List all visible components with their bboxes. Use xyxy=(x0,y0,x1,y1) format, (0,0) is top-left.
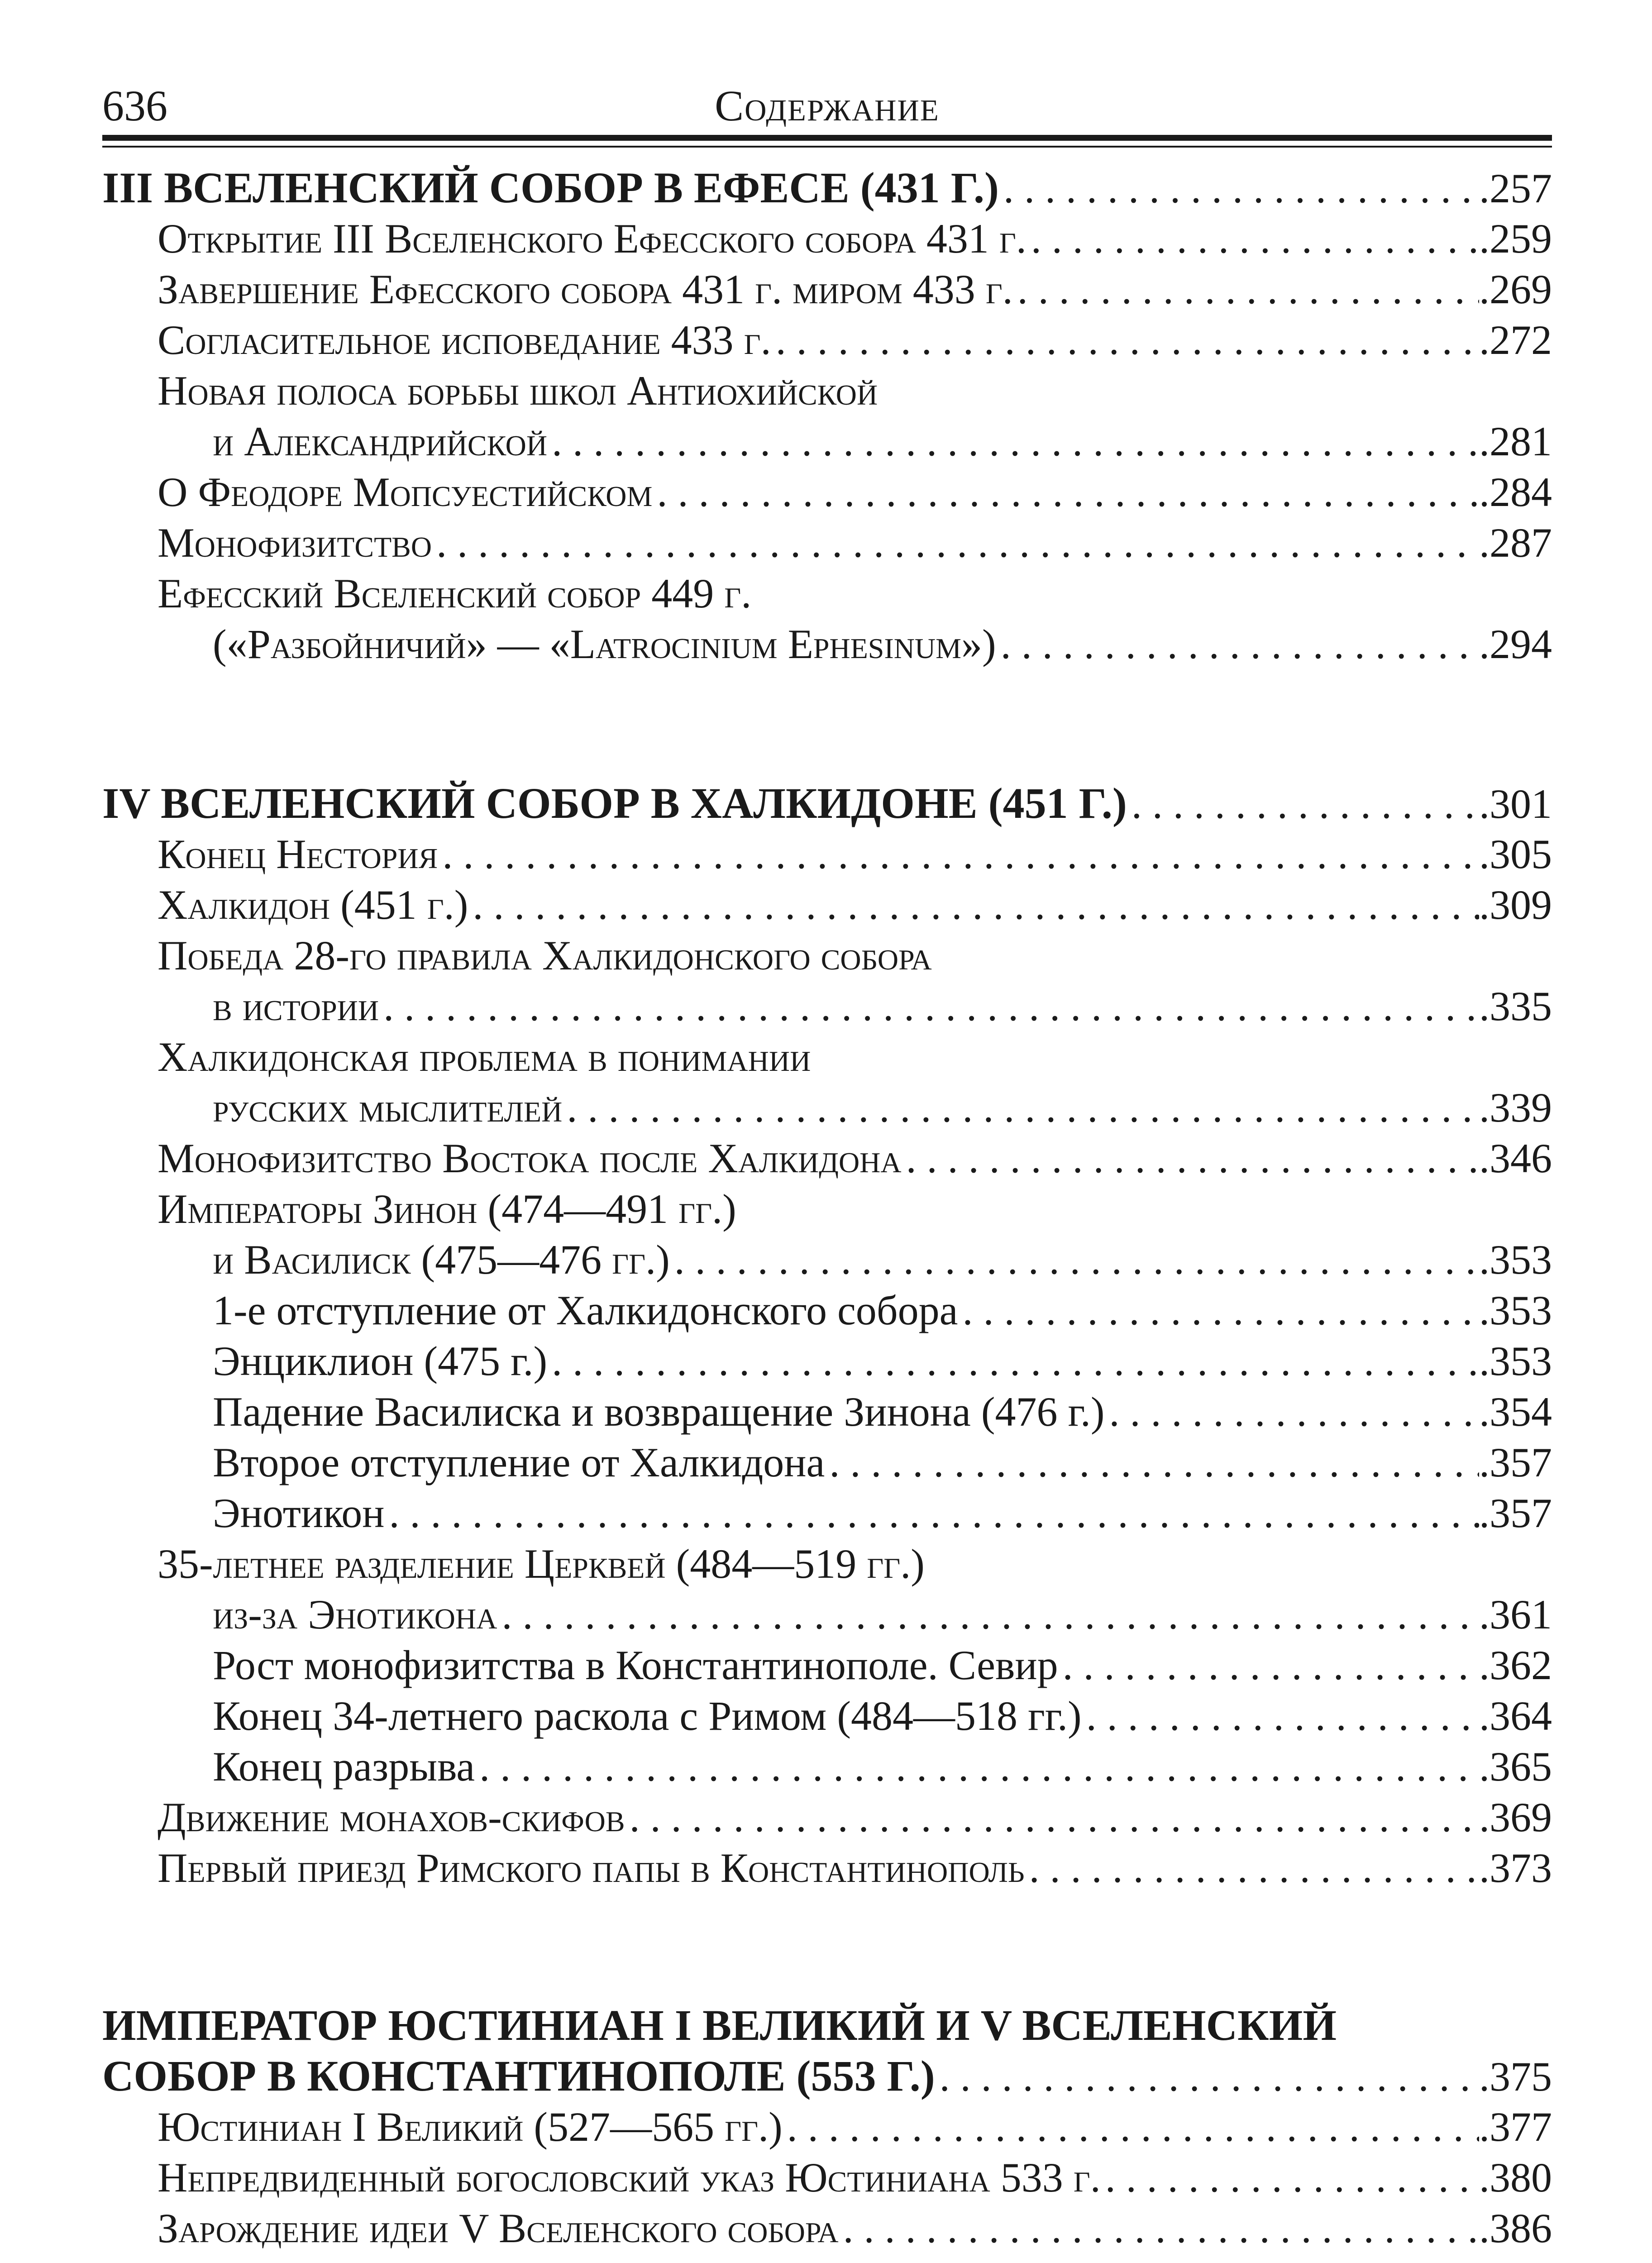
toc-entry[interactable] xyxy=(213,1590,1552,1639)
toc-section-title: III ВСЕЛЕНСКИЙ СОБОР В ЕФЕСЕ (431 Г.) xyxy=(102,163,999,212)
toc-page-number: .365 xyxy=(1479,1743,1552,1790)
toc-page-number: .361 xyxy=(1479,1591,1552,1638)
toc-page-number: .353 xyxy=(1479,1287,1552,1333)
toc-entry-title: Падение Василиска и возвращение Зинона (476 г.) xyxy=(213,1389,1105,1435)
page-number: 636 xyxy=(102,81,167,130)
toc-entry-title: Второе отступление от Халкидона xyxy=(213,1439,825,1485)
dot-leader xyxy=(497,1590,1479,1639)
toc-entry-title: Открытие III Вселенского Ефесского собора 431 г. xyxy=(158,215,1027,262)
toc-entry-title: Халкидон (451 г.) xyxy=(158,882,468,928)
toc-entry-title: Энотикон xyxy=(213,1490,385,1536)
toc-subentry[interactable] xyxy=(213,1387,1552,1437)
toc-entry[interactable] xyxy=(158,518,1552,568)
toc-entry-first-line xyxy=(158,1184,1552,1234)
dot-leader xyxy=(438,829,1479,879)
toc-page-number: .259 xyxy=(1479,215,1552,262)
toc-entry[interactable] xyxy=(213,1083,1552,1132)
toc-entry-first-line xyxy=(158,1539,1552,1589)
toc-entry-title: О Феодоре Мопсуестийском xyxy=(158,469,653,515)
toc-section-heading[interactable] xyxy=(102,778,1552,828)
toc-page-number: .281 xyxy=(1479,418,1552,464)
toc-entry-title: Монофизитство xyxy=(158,520,432,566)
toc-entry[interactable] xyxy=(213,981,1552,1031)
toc-entry[interactable] xyxy=(158,467,1552,517)
dot-leader xyxy=(432,518,1479,568)
toc-entry-title: Непредвиденный богословский указ Юстиниана 533 г. xyxy=(158,2154,1101,2201)
toc-page-number: .357 xyxy=(1479,1439,1552,1485)
toc-page-number: .287 xyxy=(1479,520,1552,566)
toc-entry[interactable] xyxy=(158,214,1552,263)
toc-section-heading-first-line xyxy=(102,2000,1552,2050)
dot-leader xyxy=(1127,779,1479,829)
toc-entry-title: и Александрийской xyxy=(213,418,548,464)
dot-leader xyxy=(1027,214,1479,263)
toc-entry-title: из-за Энотикона xyxy=(213,1591,497,1638)
toc-page-number: .301 xyxy=(1479,781,1552,827)
toc-page-number: .257 xyxy=(1479,165,1552,211)
toc-entry-first-line xyxy=(158,568,1552,618)
dot-leader xyxy=(958,1285,1479,1335)
toc-page-number: .353 xyxy=(1479,1338,1552,1384)
toc-subentry[interactable] xyxy=(213,1488,1552,1538)
toc-entry-title: Энциклион (475 г.) xyxy=(213,1338,548,1384)
toc-page-number: .269 xyxy=(1479,266,1552,312)
toc-entry[interactable] xyxy=(158,2102,1552,2152)
toc-entry-title: Халкидонская проблема в понимании xyxy=(158,1034,811,1080)
dot-leader xyxy=(468,880,1479,930)
toc-subentry[interactable] xyxy=(213,1640,1552,1690)
toc-entry[interactable] xyxy=(213,416,1552,466)
dot-leader xyxy=(935,2052,1479,2101)
toc-subentry[interactable] xyxy=(213,1437,1552,1487)
toc-entry-title: в истории xyxy=(213,983,379,1029)
toc-page-number: .373 xyxy=(1479,1845,1552,1891)
toc-entry-title: Первый приезд Римского папы в Константинополь xyxy=(158,1845,1025,1891)
toc-page-number: .335 xyxy=(1479,983,1552,1029)
toc-page-number: .377 xyxy=(1479,2104,1552,2150)
toc-page-number: .375 xyxy=(1479,2053,1552,2100)
dot-leader xyxy=(670,1235,1479,1284)
dot-leader xyxy=(783,2102,1479,2152)
header-rule-thick xyxy=(102,135,1552,141)
toc-subentry[interactable] xyxy=(213,1336,1552,1386)
toc-entry-first-line xyxy=(158,366,1552,415)
toc-entry-title: Конец Нестория xyxy=(158,831,438,877)
toc-entry-first-line xyxy=(158,1032,1552,1082)
toc-entry-title: Рост монофизитства в Константинополе. Севир xyxy=(213,1642,1058,1688)
toc-page-number: .346 xyxy=(1479,1135,1552,1181)
dot-leader xyxy=(839,2203,1479,2253)
toc-section-title: IV ВСЕЛЕНСКИЙ СОБОР В ХАЛКИДОНЕ (451 Г.) xyxy=(102,779,1127,827)
toc-entry-title: Конец 34-летнего раскола с Римом (484—518 гг.) xyxy=(213,1693,1082,1739)
toc-page-number: .353 xyxy=(1479,1237,1552,1283)
toc-section-heading[interactable] xyxy=(102,2051,1552,2101)
dot-leader xyxy=(1101,2153,1479,2202)
toc-page-number: .386 xyxy=(1479,2205,1552,2251)
toc-entry-title: 35-летнее разделение Церквей (484—519 гг.) xyxy=(158,1541,925,1587)
dot-leader xyxy=(1105,1387,1480,1437)
toc-entry-title: Юстиниан I Великий (527—565 гг.) xyxy=(158,2104,783,2150)
toc-entry[interactable] xyxy=(158,264,1552,314)
toc-page-number: .362 xyxy=(1479,1642,1552,1688)
toc-entry-title: Новая полоса борьбы школ Антиохийской xyxy=(158,368,878,414)
dot-leader xyxy=(547,1336,1479,1386)
toc-entry-title: Завершение Ефесского собора 431 г. миром 433 г. xyxy=(158,266,1013,312)
toc-page-number: .364 xyxy=(1479,1693,1552,1739)
toc-subentry[interactable] xyxy=(213,1742,1552,1791)
dot-leader xyxy=(1013,264,1479,314)
dot-leader xyxy=(379,981,1479,1031)
toc-entry-title: Монофизитство Востока после Халкидона xyxy=(158,1135,902,1181)
toc-entry-title: Движение монахов-скифов xyxy=(158,1794,625,1840)
toc-entry-title: 1-е отступление от Халкидонского собора xyxy=(213,1287,958,1333)
dot-leader xyxy=(999,163,1479,213)
toc-page-number: .305 xyxy=(1479,831,1552,877)
toc-entry-title: («Разбойничий» — «Latrocinium Ephesinum») xyxy=(213,621,996,667)
toc-entry-title: Согласительное исповедание 433 г. xyxy=(158,317,771,363)
toc-entry[interactable] xyxy=(158,880,1552,930)
dot-leader xyxy=(384,1488,1479,1538)
toc-entry[interactable] xyxy=(158,2203,1552,2253)
toc-entry-first-line xyxy=(158,931,1552,980)
dot-leader xyxy=(996,619,1479,669)
toc-page-number: .272 xyxy=(1479,317,1552,363)
dot-leader xyxy=(825,1437,1479,1487)
dot-leader xyxy=(1025,1843,1479,1893)
dot-leader xyxy=(902,1133,1479,1183)
toc-entry[interactable] xyxy=(213,1235,1552,1284)
dot-leader xyxy=(475,1742,1479,1791)
toc-entry-title: Зарождение идеи V Вселенского собора xyxy=(158,2205,839,2251)
toc-subentry[interactable] xyxy=(213,1691,1552,1741)
toc-entry-title: Ефесский Вселенский собор 449 г. xyxy=(158,570,752,616)
dot-leader xyxy=(562,1083,1479,1132)
toc-entry-title: Победа 28-го правила Халкидонского собора xyxy=(158,932,932,979)
dot-leader xyxy=(1082,1691,1479,1741)
toc-entry[interactable] xyxy=(158,315,1552,365)
dot-leader xyxy=(1058,1640,1479,1690)
toc-page-number: .354 xyxy=(1479,1389,1552,1435)
toc-page-number: .309 xyxy=(1479,882,1552,928)
toc-section-title: ИМПЕРАТОР ЮСТИНИАН I ВЕЛИКИЙ И V ВСЕЛЕНСКИЙ xyxy=(102,2001,1337,2049)
toc-entry[interactable] xyxy=(158,829,1552,879)
toc-entry-title: Конец разрыва xyxy=(213,1743,475,1790)
toc-entry-title: русских мыслителей xyxy=(213,1084,563,1131)
toc-entry[interactable] xyxy=(158,1843,1552,1893)
dot-leader xyxy=(547,416,1479,466)
page-header xyxy=(102,81,1552,131)
toc-page-number: .339 xyxy=(1479,1084,1552,1131)
toc-subentry[interactable] xyxy=(213,1285,1552,1335)
toc-entry[interactable] xyxy=(213,619,1552,669)
toc-entry[interactable] xyxy=(158,1133,1552,1183)
toc-section-heading[interactable] xyxy=(102,163,1552,213)
dot-leader xyxy=(625,1792,1479,1842)
dot-leader xyxy=(771,315,1479,365)
toc-page-number: .294 xyxy=(1479,621,1552,667)
toc-entry-title: и Василиск (475—476 гг.) xyxy=(213,1237,670,1283)
toc-entry[interactable] xyxy=(158,2153,1552,2202)
toc-entry[interactable] xyxy=(158,1792,1552,1842)
toc-section-title: СОБОР В КОНСТАНТИНОПОЛЕ (553 Г.) xyxy=(102,2052,935,2100)
dot-leader xyxy=(652,467,1479,517)
header-rule-thin xyxy=(102,146,1552,148)
toc-entry-title: Императоры Зинон (474—491 гг.) xyxy=(158,1186,736,1232)
toc-page-number: .284 xyxy=(1479,469,1552,515)
toc-page-number: .369 xyxy=(1479,1794,1552,1840)
running-title: Содержание xyxy=(715,81,940,130)
toc-page-number: .380 xyxy=(1479,2154,1552,2201)
toc-page-number: .357 xyxy=(1479,1490,1552,1536)
